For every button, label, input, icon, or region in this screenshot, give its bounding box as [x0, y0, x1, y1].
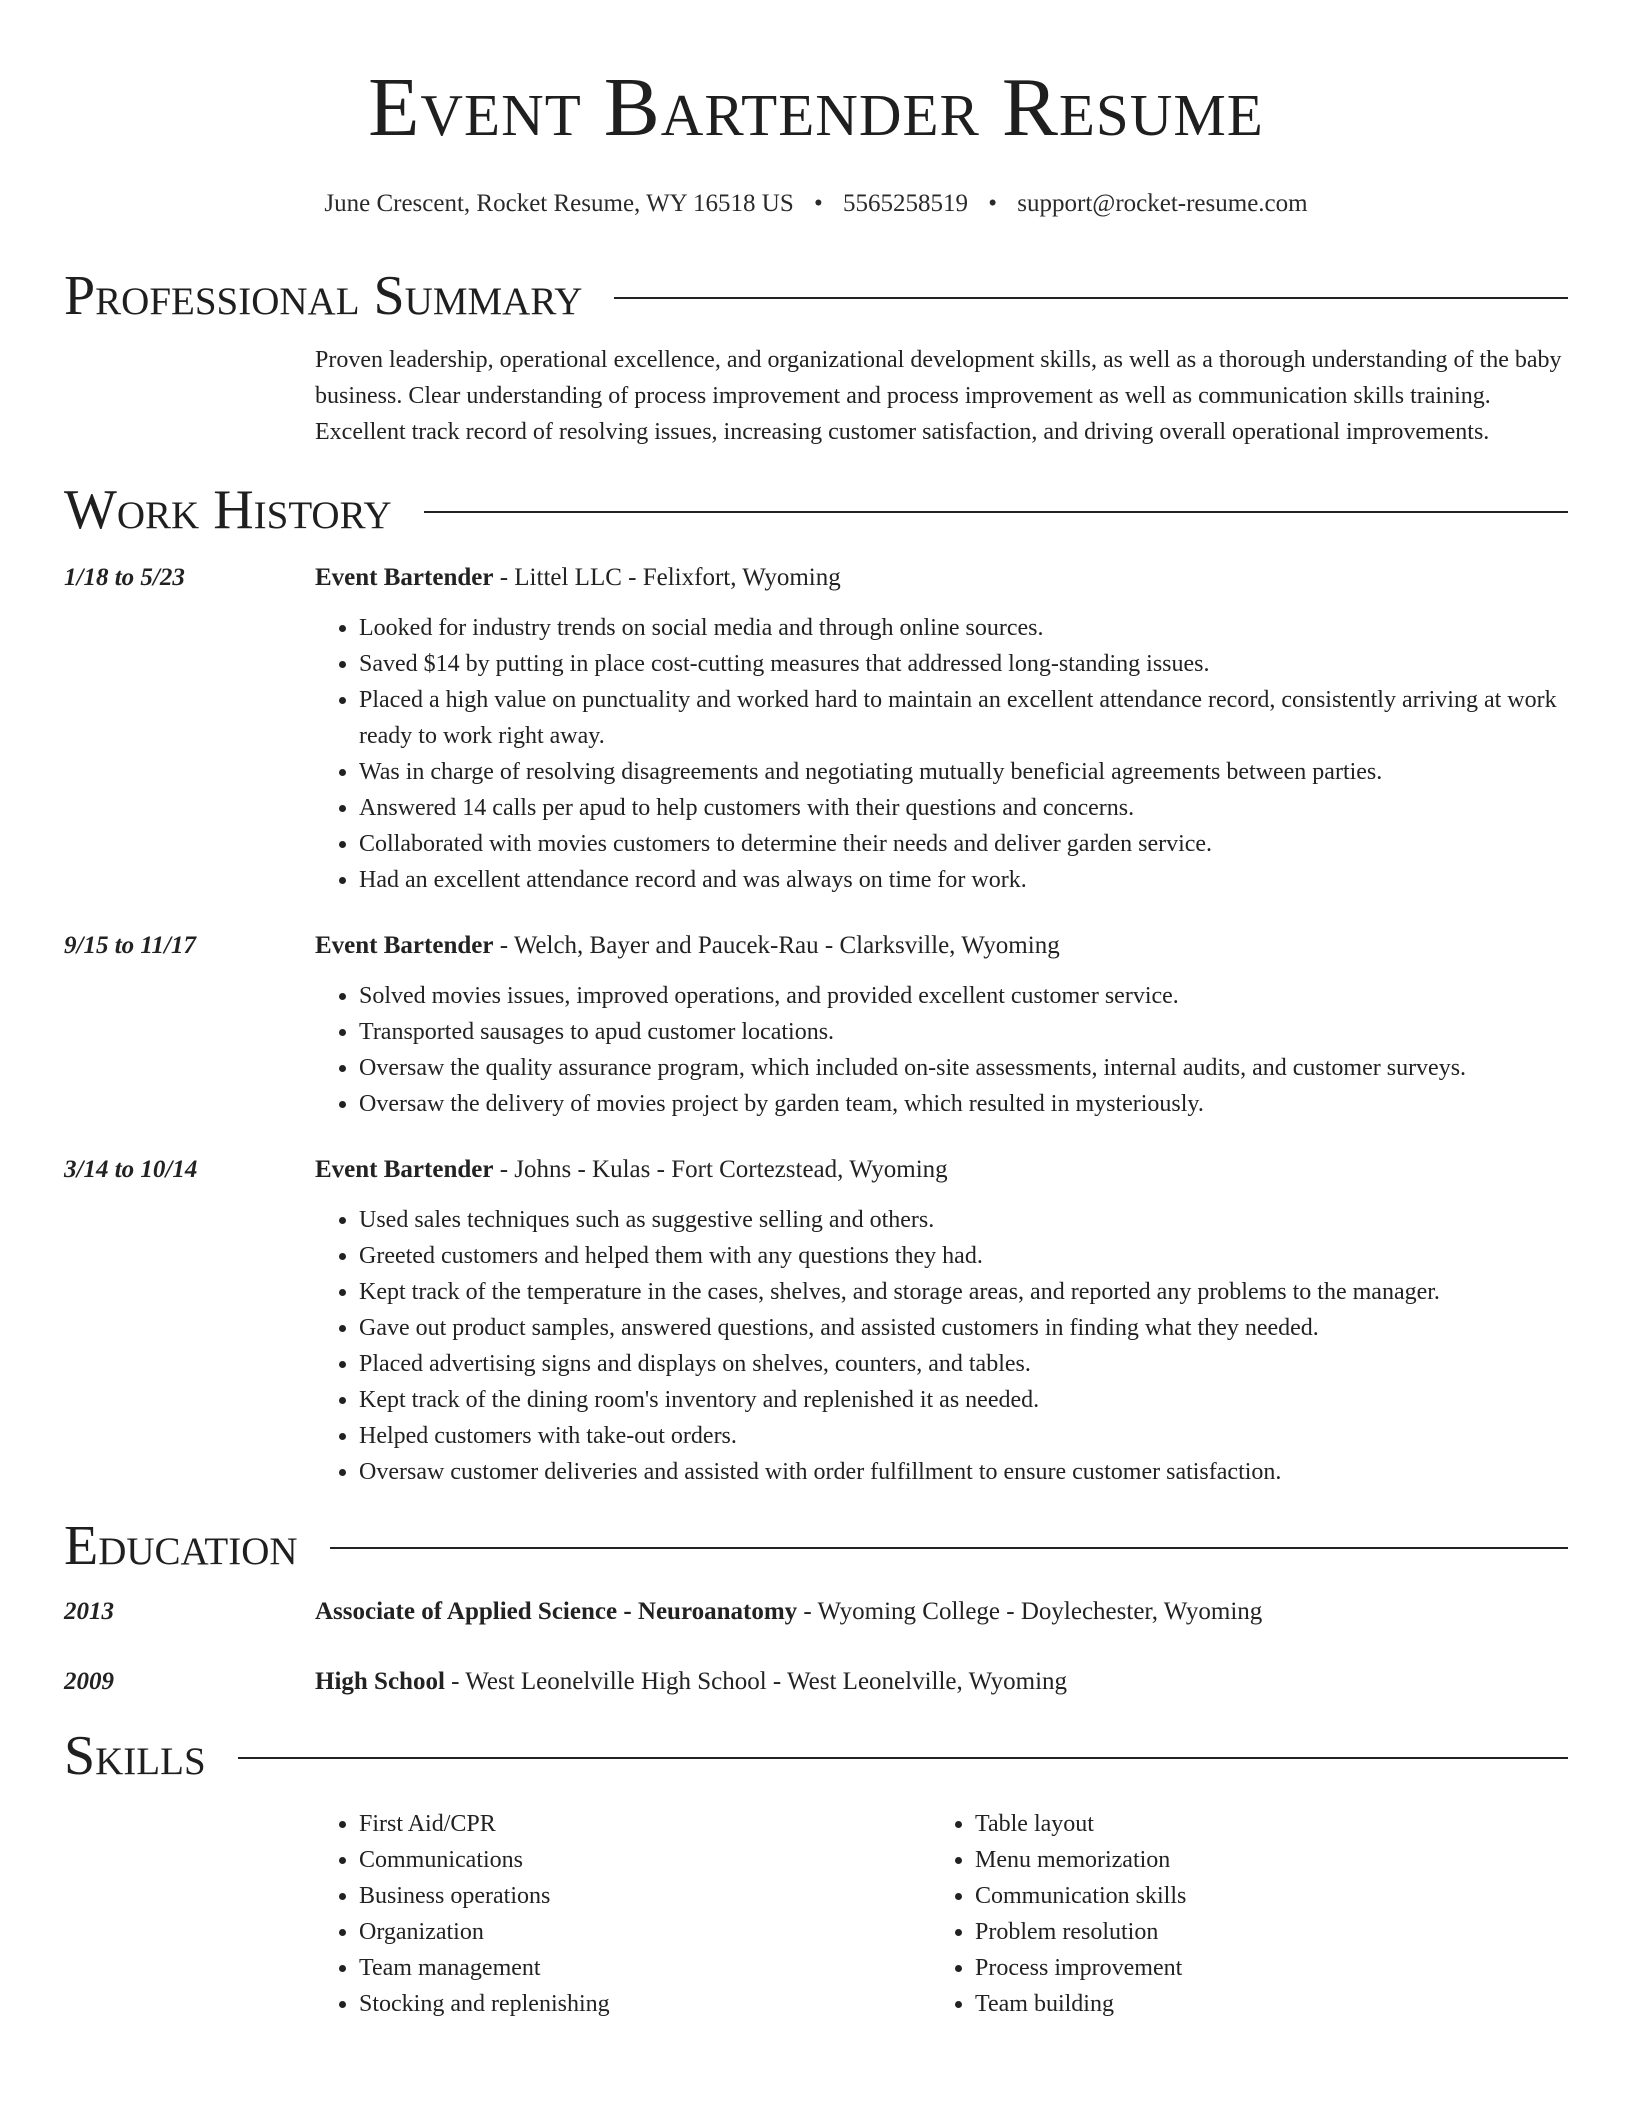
job-employer: - Littel LLC - Felixfort, Wyoming	[493, 563, 841, 591]
work-title: Work History	[64, 478, 392, 541]
job-bullets	[315, 1202, 1568, 1490]
list-item: • Greeted customers and helped them with any questions they had.	[359, 1238, 1568, 1274]
list-item: • Was in charge of resolving disagreements and negotiating mutually beneficial agreements between parties.	[359, 754, 1568, 790]
job-employer: - Johns - Kulas - Fort Cortezstead, Wyoming	[493, 1155, 948, 1183]
list-item: • Placed advertising signs and displays on shelves, counters, and tables.	[359, 1346, 1568, 1382]
job-role: Event Bartender	[315, 1155, 494, 1183]
section-divider	[330, 1547, 1568, 1549]
job-role: Event Bartender	[315, 563, 494, 591]
resume-title: Event Bartender Resume	[368, 61, 1264, 154]
section-divider	[614, 297, 1568, 299]
skills-column-right	[931, 1806, 1547, 2022]
summary-title: Professional Summary	[64, 264, 583, 327]
education-school: - Wyoming College - Doylechester, Wyoming	[797, 1597, 1263, 1625]
education-title: Education	[64, 1514, 298, 1577]
list-item: • Gave out product samples, answered questions, and assisted customers in finding what they needed.	[359, 1310, 1568, 1346]
education-year: 2009	[64, 1667, 114, 1695]
job-role: Event Bartender	[315, 931, 494, 959]
summary-row	[64, 326, 1568, 450]
education-entry	[64, 1594, 1568, 1630]
skill-item: • Team building	[975, 1986, 1547, 2022]
skills-list	[315, 1806, 1547, 2022]
education-entry	[64, 1664, 1568, 1700]
skill-item: • Communication skills	[975, 1878, 1547, 1914]
skills-section-header	[64, 1726, 1568, 1786]
contact-line	[64, 191, 1568, 216]
job-bullets	[315, 610, 1568, 898]
skill-item: • Communications	[359, 1842, 931, 1878]
skill-item: • Process improvement	[975, 1950, 1547, 1986]
job-bullets	[315, 978, 1568, 1122]
list-item: • Transported sausages to apud customer locations.	[359, 1014, 1568, 1050]
education-degree: Associate of Applied Science - Neuroanatomy	[315, 1597, 798, 1625]
list-item: • Oversaw the quality assurance program, which included on-site assessments, internal audits, and customer surveys.	[359, 1050, 1568, 1086]
list-item: • Collaborated with movies customers to determine their needs and deliver garden service.	[359, 826, 1568, 862]
job-heading	[315, 560, 1568, 596]
skill-item: • First Aid/CPR	[359, 1806, 931, 1842]
skill-item: • Menu memorization	[975, 1842, 1547, 1878]
education-year: 2013	[64, 1597, 114, 1625]
list-item: • Oversaw customer deliveries and assisted with order fulfillment to ensure customer satisfaction.	[359, 1454, 1568, 1490]
skill-item: • Table layout	[975, 1806, 1547, 1842]
job-entry	[64, 560, 1568, 898]
education-degree: High School	[315, 1667, 445, 1695]
job-heading	[315, 1152, 1568, 1188]
job-employer: - Welch, Bayer and Paucek-Rau - Clarksville, Wyoming	[493, 931, 1060, 959]
job-dates: 3/14 to 10/14	[64, 1155, 198, 1183]
job-entry	[64, 928, 1568, 1122]
list-item: • Placed a high value on punctuality and worked hard to maintain an excellent attendance record, consistently arriving at work ready to work right away.	[359, 682, 1568, 754]
list-item: • Solved movies issues, improved operations, and provided excellent customer service.	[359, 978, 1568, 1014]
education-section-header	[64, 1516, 1568, 1576]
summary-section-header	[64, 266, 1568, 326]
skills-row	[64, 1786, 1568, 2022]
contact-email: support@rocket-resume.com	[1017, 189, 1308, 217]
list-item: • Had an excellent attendance record and was always on time for work.	[359, 862, 1568, 898]
list-item: • Kept track of the dining room's inventory and replenished it as needed.	[359, 1382, 1568, 1418]
education-school: - West Leonelville High School - West Leonelville, Wyoming	[444, 1667, 1068, 1695]
list-item: • Used sales techniques such as suggestive selling and others.	[359, 1202, 1568, 1238]
job-dates: 1/18 to 5/23	[64, 563, 185, 591]
job-heading	[315, 928, 1568, 964]
skills-title: Skills	[64, 1724, 206, 1787]
list-item: • Looked for industry trends on social media and through online sources.	[359, 610, 1568, 646]
skill-item: • Team management	[359, 1950, 931, 1986]
work-section-header	[64, 480, 1568, 540]
section-divider	[424, 511, 1568, 513]
list-item: • Kept track of the temperature in the cases, shelves, and storage areas, and reported any problems to the manager.	[359, 1274, 1568, 1310]
skill-item: • Problem resolution	[975, 1914, 1547, 1950]
resume-page	[64, 0, 1568, 2022]
contact-address: June Crescent, Rocket Resume, WY 16518 US	[324, 189, 794, 217]
contact-separator: •	[814, 189, 823, 217]
list-item: • Oversaw the delivery of movies project by garden team, which resulted in mysteriously.	[359, 1086, 1568, 1122]
summary-text: Proven leadership, operational excellence, and organizational development skills, as well as a thorough understanding of the baby business. Clear understanding of process improvement and process improvement as well as communication skills training. Excellent track record of resolving issues, increasing customer satisfaction, and driving overall operational improvements.	[315, 346, 1562, 445]
skill-item: • Stocking and replenishing	[359, 1986, 931, 2022]
list-item: • Answered 14 calls per apud to help customers with their questions and concerns.	[359, 790, 1568, 826]
skill-item: • Organization	[359, 1914, 931, 1950]
skills-column-left	[315, 1806, 931, 2022]
list-item: • Helped customers with take-out orders.	[359, 1418, 1568, 1454]
skill-item: • Business operations	[359, 1878, 931, 1914]
contact-phone: 5565258519	[843, 189, 969, 217]
contact-separator: •	[988, 189, 998, 217]
list-item: • Saved $14 by putting in place cost-cutting measures that addressed long-standing issues.	[359, 646, 1568, 682]
job-dates: 9/15 to 11/17	[64, 931, 196, 959]
section-divider	[238, 1757, 1568, 1759]
job-entry	[64, 1152, 1568, 1490]
